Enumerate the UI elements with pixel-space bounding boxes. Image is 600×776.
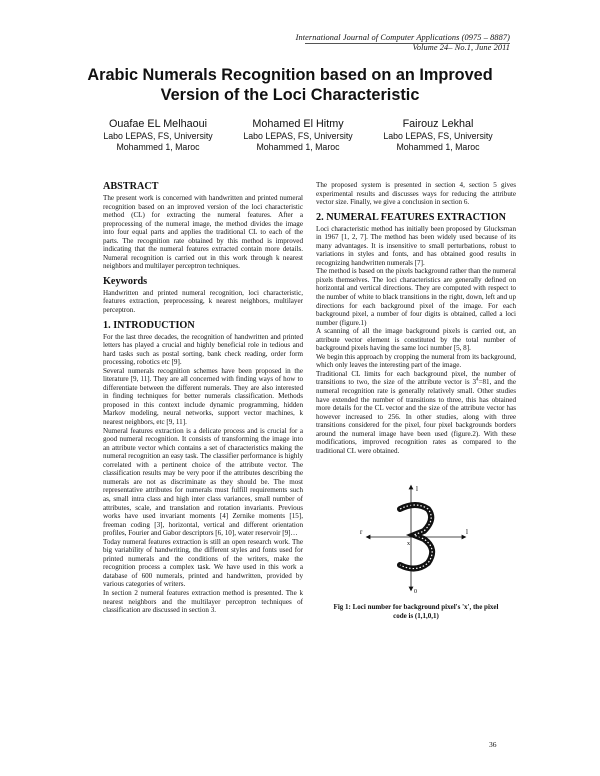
author-affiliation: Labo LEPAS, FS, University bbox=[103, 131, 213, 141]
author-institution: Mohammed 1, Maroc bbox=[116, 141, 200, 152]
author-institution: Mohammed 1, Maroc bbox=[396, 141, 480, 152]
section-2-heading: 2. NUMERAL FEATURES EXTRACTION bbox=[316, 211, 506, 223]
keywords-heading: Keywords bbox=[103, 275, 148, 287]
right-column bbox=[316, 181, 516, 679]
author-institution: Mohammed 1, Maroc bbox=[256, 141, 340, 152]
introduction-heading: 1. INTRODUCTION bbox=[103, 319, 195, 331]
abstract-text: The present work is concerned with handwritten and printed numeral recognition based on an improved version of the loci characteristic method (CL) for extracting the numeral features. After a preprocessing of the numeral image, the method divides the image into four equal parts and applies the traditional CL to each of the parts. The recognition rate obtained by this method is improved indicating that the numeral features extracted contain more details. Numeral recognition is carried out in this work through k nearest neighbors and multilayer perceptron techniques. bbox=[103, 194, 303, 271]
intro-paragraph: Today numeral features extraction is still an open research work. The big variability of handwriting, the different styles and fonts used for printed numerals and the conditions of the writers, make the recognition process a complex task. We have used in this work a database of 600 numerals, printed and handwritten, provided by various categories of writers. bbox=[103, 537, 303, 589]
abstract-heading: ABSTRACT bbox=[103, 181, 159, 192]
author-name: Mohamed El Hitmy bbox=[252, 118, 344, 130]
author-name: Ouafae EL Melhaoui bbox=[108, 118, 208, 130]
author-block bbox=[88, 118, 508, 152]
label-up: l bbox=[416, 485, 418, 494]
author-affiliation: Labo LEPAS, FS, University bbox=[383, 131, 493, 141]
title-line-2: Version of the Loci Characteristic bbox=[160, 85, 420, 104]
keywords-text: Handwritten and printed numeral recognition, loci characteristic, features extraction, preprocessing, k nearest neighbors, multilayer perceptron. bbox=[103, 288, 303, 315]
caption-line: code is (1,1,0,1) bbox=[393, 612, 439, 621]
title-line-1: Arabic Numerals Recognition based on an Improved bbox=[87, 66, 493, 84]
section-2-paragraph: A scanning of all the image background pixels is carried out, an attribute vector element is constituted by the total number of background pixels having the same loci number [5, 8]. bbox=[316, 327, 516, 353]
superscript: 4 bbox=[476, 378, 479, 384]
label-down: 0 bbox=[414, 589, 417, 596]
header-rule bbox=[305, 43, 510, 44]
author-1 bbox=[88, 118, 228, 152]
pixel-label: x bbox=[407, 541, 410, 548]
intro-paragraph: In section 2 numeral features extraction method is presented. The k nearest neighbors and the multilayer perceptron techniques of classification are discussed in section 3. bbox=[103, 588, 303, 615]
section-2-paragraph: We begin this approach by cropping the numeral from its background, which only leaves the interesting part of the image. bbox=[316, 352, 516, 370]
section-2-paragraph: Loci characteristic method has initially been proposed by Glucksman in 1967 [1, 2, 7]. The method has been widely used because of its many advantages. It is insensitive to small perturbations, robust to variations in styles and fonts, and has obtained good results in recognizing handwritten numerals [7]. bbox=[316, 224, 516, 267]
intro-paragraph: Numeral features extraction is a delicate process and is crucial for a good numeral recognition. It consists of transforming the image into an attribute vector which contains a set of characteristics making the numeral recognition an easy task. The classifier performance is highly correlated with a pertinent choice of the attribute vector. The classification results may be very poor if the attributes describing the numerals are not as discriminate as they should be. The most representative attributes for numerals must fulfill requirements such as, small intra class and high inter class variances, small number of attributes, scale, and translation and rotation invariants. Previous works have used invariant moments [4] Zernike moments [15], freeman coding [3], horizontal, vertical and different orientation profiles, Fourier and Gabor descriptors [6, 10], water reservoir [9]… bbox=[103, 426, 303, 538]
intro-paragraph: For the last three decades, the recognition of handwritten and printed letters has played a crucial and highly beneficial role in tedious and hard tasks such as postal sorting, bank check reading, order form processing, robotics etc [9]. bbox=[103, 332, 303, 367]
journal-name: International Journal of Computer Applications (0975 – 8887) bbox=[295, 33, 510, 42]
loci-diagram bbox=[356, 479, 476, 599]
left-column bbox=[103, 181, 303, 615]
author-3 bbox=[368, 118, 508, 152]
paper-title bbox=[60, 66, 520, 105]
journal-volume: Volume 24– No.1, June 2011 bbox=[412, 43, 510, 52]
section-2-paragraph bbox=[316, 370, 516, 455]
author-name: Fairouz Lekhal bbox=[402, 118, 474, 130]
page-number: 36 bbox=[489, 740, 497, 749]
figure-1 bbox=[316, 479, 516, 679]
caption-line: Fig 1: Loci number for background pixel's 'x', the pixel bbox=[333, 603, 499, 612]
section-2-paragraph: The method is based on the pixels background rather than the numeral pixels themselves. The loci characteristics are generally defined on horizontal and vertical directions. They are computed with respect to the number of white to black transitions in the right, down, left and up directions for each background pixel of the image. For each background pixel, a number of four digits is obtained, called a loci number (figure.1) bbox=[316, 267, 516, 327]
author-affiliation: Labo LEPAS, FS, University bbox=[243, 131, 353, 141]
label-left: r bbox=[360, 528, 363, 537]
intro-paragraph: Several numerals recognition schemes have been proposed in the literature [9, 11]. They are all concerned with finding ways of how to differentiate between the different numerals. They are also interested in finding techniques for better numerals classification. Methods proposed in this context include dynamic programming, hidden Markov modeling, neural networks, support vector machines, k nearest neighbors, etc [9, 11]. bbox=[103, 366, 303, 427]
label-right: l bbox=[466, 528, 468, 537]
text-run: =81, and the numeral recognition rate is generally relatively small. Other studies have extended the number of transitions to three, this has obtained more details for the CL vector and the size of the attribute vector has however increased to 256. In other studies, along with three transitions considered for the pixel, four pixel backgrounds borders around the numeral image have been used (figure.2). With these modifications, improved recognition rates as compared to the traditional CL were obtained. bbox=[316, 378, 516, 455]
intro-continuation: The proposed system is presented in section 4, section 5 gives experimental results and discusses ways for reducing the attribute vector size. Finally, we give a conclusion in section 6. bbox=[316, 181, 516, 207]
author-2 bbox=[228, 118, 368, 152]
figure-1-caption bbox=[316, 603, 516, 621]
journal-header bbox=[296, 33, 510, 53]
text-run: Traditional CL limits for each background pixel, the number of transitions to two, the size of the attribute vector is 3 bbox=[316, 369, 516, 387]
